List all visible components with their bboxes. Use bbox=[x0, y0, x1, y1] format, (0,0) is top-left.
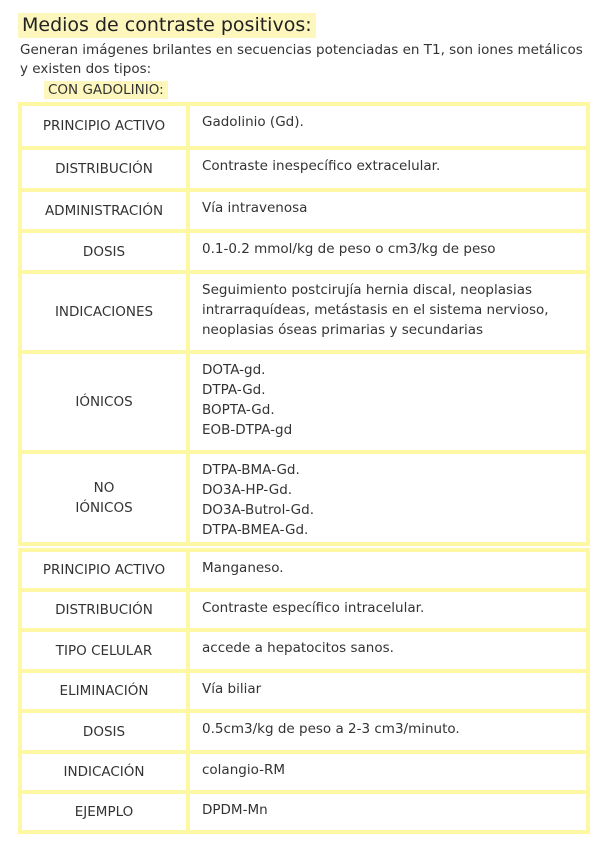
row-value bbox=[190, 673, 586, 709]
row-label-line: PRINCIPIO ACTIVO bbox=[42, 562, 166, 578]
row-value bbox=[190, 754, 586, 790]
row-value-line: 0.5cm3/kg de peso a 2-3 cm3/minuto. bbox=[202, 721, 460, 737]
row-label bbox=[22, 713, 186, 750]
intro-text: Generan imágenes brilantes en secuencias potenciadas en T1, son iones metálicos y existen dos tipos: bbox=[20, 42, 583, 77]
row-label-line: DOSIS bbox=[82, 243, 126, 260]
row-label-line: DOSIS bbox=[82, 723, 126, 740]
table-row bbox=[22, 754, 586, 790]
row-label bbox=[22, 106, 186, 146]
row-value bbox=[190, 552, 586, 588]
row-value bbox=[190, 233, 586, 270]
row-value bbox=[190, 592, 586, 628]
row-value-line: Vía biliar bbox=[202, 681, 262, 697]
row-value-line: Manganeso. bbox=[202, 560, 284, 576]
row-label bbox=[22, 454, 186, 542]
row-label bbox=[22, 754, 186, 790]
row-value-line: DO3A-HP-Gd. bbox=[202, 482, 293, 498]
row-label-line: EJEMPLO bbox=[74, 804, 134, 820]
row-label bbox=[22, 632, 186, 669]
section-subtitle-gadolinio: CON GADOLINIO: bbox=[44, 81, 168, 99]
row-value bbox=[190, 274, 586, 350]
table-row bbox=[22, 354, 586, 450]
row-label bbox=[22, 354, 186, 450]
row-value-line: DOTA-gd. bbox=[202, 362, 266, 378]
row-label-line: DISTRIBUCIÓN bbox=[55, 602, 153, 618]
row-value-line: Contraste inespecífico extracelular. bbox=[202, 158, 441, 174]
row-value-line: DTPA-BMEA-Gd. bbox=[202, 522, 309, 538]
table-row bbox=[22, 552, 586, 588]
row-label-line: NO bbox=[93, 480, 115, 496]
row-label bbox=[22, 274, 186, 350]
row-label-line: TIPO CELULAR bbox=[55, 642, 153, 659]
row-label bbox=[22, 233, 186, 270]
row-value-line: intrarraquídeas, metástasis en el sistema nervioso, bbox=[202, 302, 549, 318]
row-label-line: IÓNICOS bbox=[75, 394, 133, 410]
row-value bbox=[190, 713, 586, 750]
table-row bbox=[22, 673, 586, 709]
row-value-line: EOB-DTPA-gd bbox=[202, 422, 293, 438]
gadolinio-table bbox=[18, 102, 590, 546]
table-row bbox=[22, 794, 586, 830]
page-title: Medios de contraste positivos: bbox=[18, 13, 316, 38]
row-value-line: Gadolinio (Gd). bbox=[202, 114, 304, 130]
row-value-line: DPDM-Mn bbox=[202, 802, 268, 818]
row-value bbox=[190, 632, 586, 669]
row-value-line: DO3A-Butrol-Gd. bbox=[202, 502, 315, 518]
row-label bbox=[22, 552, 186, 588]
manganeso-table bbox=[18, 548, 590, 834]
table-row bbox=[22, 713, 586, 750]
table-row bbox=[22, 592, 586, 628]
row-label bbox=[22, 673, 186, 709]
row-value bbox=[190, 454, 586, 542]
row-label bbox=[22, 150, 186, 188]
table-row bbox=[22, 192, 586, 229]
row-value bbox=[190, 794, 586, 830]
row-label-line: IÓNICOS bbox=[75, 500, 133, 516]
row-value-line: accede a hepatocitos sanos. bbox=[202, 640, 394, 656]
row-label-line: INDICACIONES bbox=[54, 304, 154, 320]
row-value bbox=[190, 150, 586, 188]
row-label-line: INDICACIÓN bbox=[63, 764, 145, 780]
row-label bbox=[22, 592, 186, 628]
row-label-line: ELIMINACIÓN bbox=[59, 683, 149, 699]
table-row bbox=[22, 106, 586, 146]
row-value-line: colangio-RM bbox=[202, 762, 285, 778]
table-row bbox=[22, 632, 586, 669]
table-row bbox=[22, 454, 586, 542]
row-value bbox=[190, 192, 586, 229]
row-value bbox=[190, 354, 586, 450]
row-value-line: BOPTA-Gd. bbox=[202, 402, 275, 418]
row-value-line: neoplasias óseas primarias y secundarias bbox=[202, 322, 484, 338]
row-value bbox=[190, 106, 586, 146]
row-value-line: Vía intravenosa bbox=[202, 200, 308, 216]
row-label-line: ADMINISTRACIÓN bbox=[44, 202, 164, 219]
row-label-line: DISTRIBUCIÓN bbox=[55, 161, 153, 177]
row-value-line: DTPA-Gd. bbox=[202, 382, 266, 398]
row-value-line: Contraste específico intracelular. bbox=[202, 600, 425, 616]
row-value-line: DTPA-BMA-Gd. bbox=[202, 462, 300, 478]
table-row bbox=[22, 274, 586, 350]
table-row bbox=[22, 233, 586, 270]
row-label-line: PRINCIPIO ACTIVO bbox=[42, 118, 166, 134]
table-row bbox=[22, 150, 586, 188]
row-label bbox=[22, 794, 186, 830]
row-value-line: Seguimiento postcirujía hernia discal, neoplasias bbox=[202, 282, 533, 298]
row-label bbox=[22, 192, 186, 229]
row-value-line: 0.1-0.2 mmol/kg de peso o cm3/kg de peso bbox=[202, 241, 496, 257]
